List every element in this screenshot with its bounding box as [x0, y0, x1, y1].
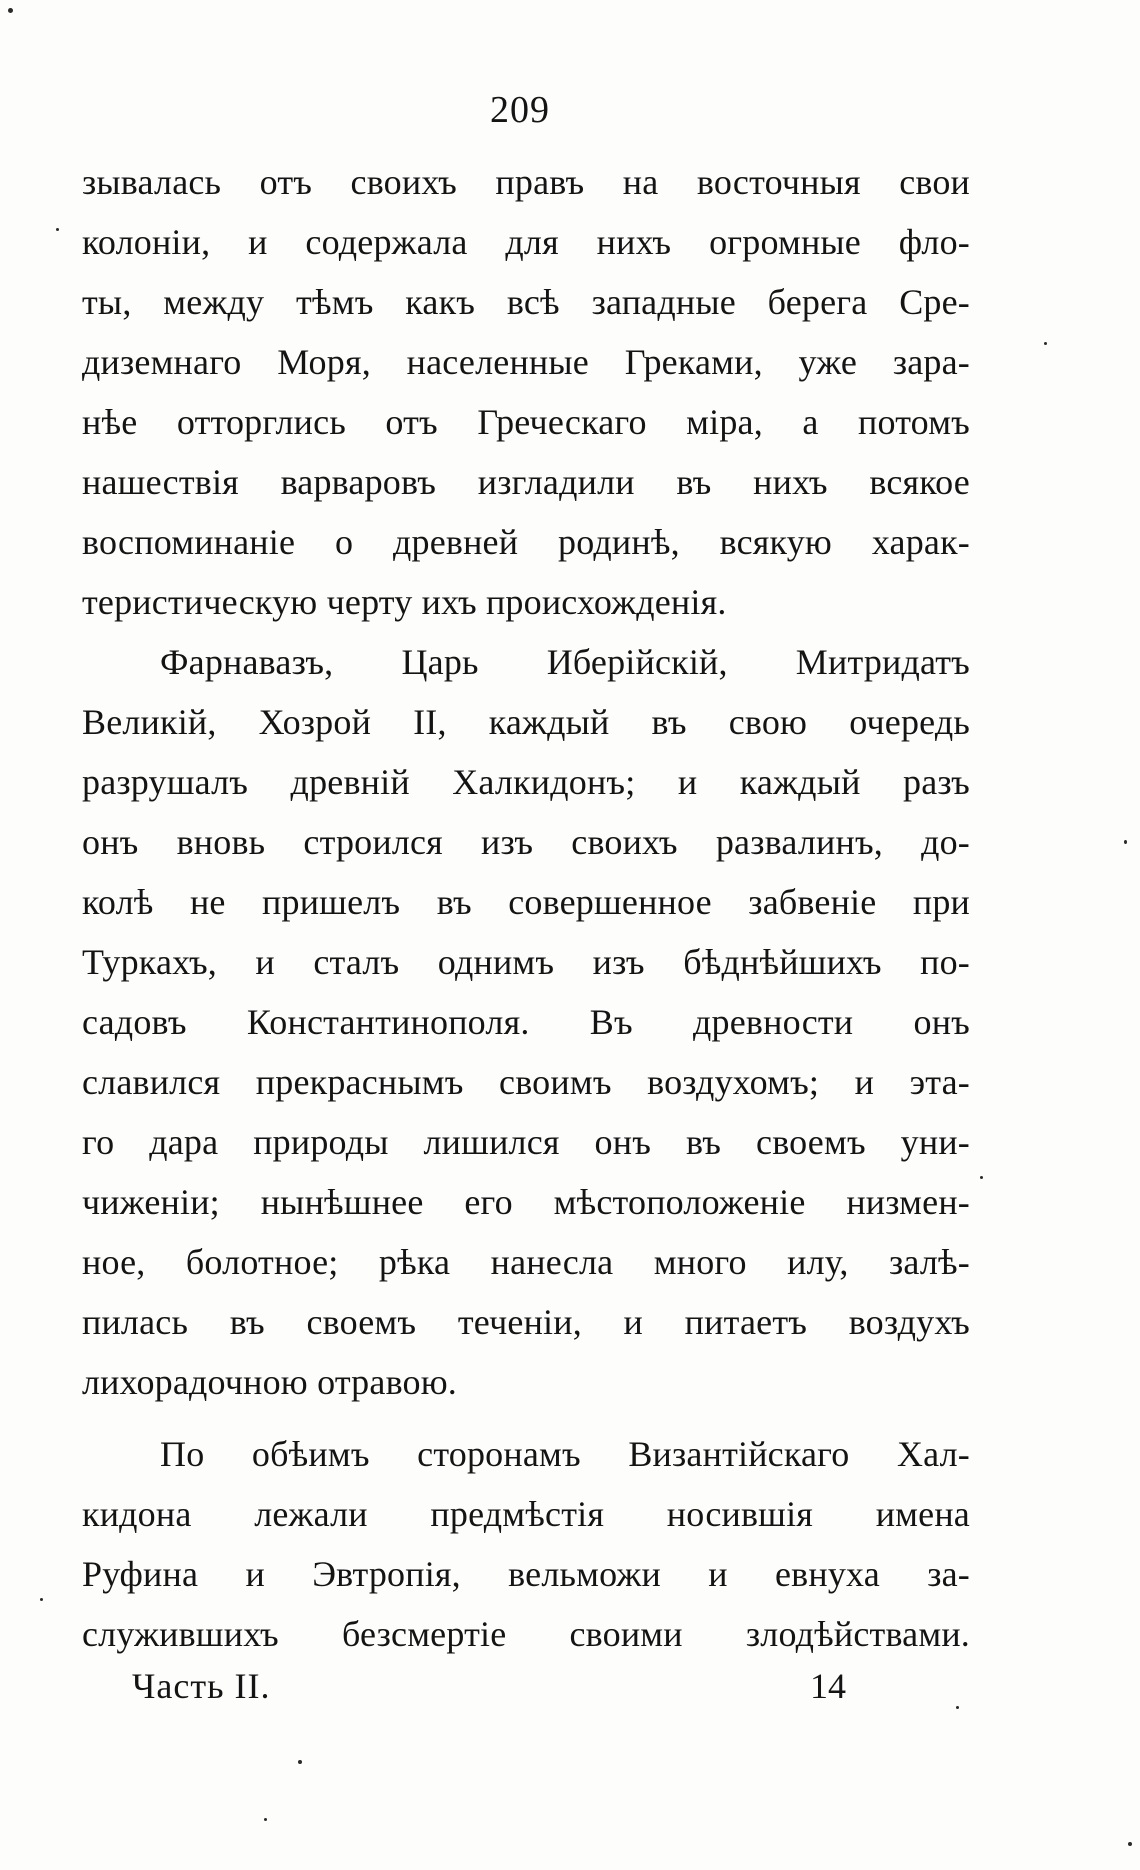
scan-speck: [1044, 342, 1047, 345]
scan-speck: [1128, 1842, 1132, 1846]
text-line: кидона лежали предмѣстія носившія имена: [82, 1494, 970, 1534]
text-line: славился прекраснымъ своимъ воздухомъ; и эта-: [82, 1062, 970, 1102]
paragraph-2: [82, 632, 970, 1412]
text-line: ное, болотное; рѣка нанесла много илу, залѣ-: [82, 1242, 970, 1282]
paragraph-3: [82, 1424, 970, 1664]
scan-speck: [1124, 840, 1127, 844]
text-line: нѣе отторглись отъ Греческаго міра, а потомъ: [82, 402, 970, 442]
text-line: разрушалъ древній Халкидонъ; и каждый разъ: [82, 762, 970, 802]
text-line: диземнаго Моря, населенные Греками, уже зара-: [82, 342, 970, 382]
text-line: лихорадочною отравою.: [82, 1362, 458, 1402]
text-line: воспоминаніе о древней родинѣ, всякую харак-: [82, 522, 970, 562]
scan-speck: [40, 1598, 43, 1601]
scan-speck: [956, 1706, 959, 1709]
scan-speck: [298, 1760, 302, 1764]
text-line: Туркахъ, и сталъ однимъ изъ бѣднѣйшихъ по-: [82, 942, 970, 982]
page-number: 209: [490, 89, 550, 131]
text-line: теристическую черту ихъ происхожденія.: [82, 582, 727, 622]
text-line: чиженіи; нынѣшнее его мѣстоположеніе низмен-: [82, 1182, 970, 1222]
text-line: колоніи, и содержала для нихъ огромные фло-: [82, 222, 970, 262]
text-line: Фарнавазъ, Царь Иберійскій, Митридатъ: [160, 642, 970, 682]
paragraph-spacer: [82, 1412, 970, 1424]
paragraph-1: [82, 152, 970, 632]
signature-mark: Часть II.: [132, 1666, 271, 1706]
text-line: го дара природы лишился онъ въ своемъ уни-: [82, 1122, 970, 1162]
text-line: Великій, Хозрой II, каждый въ свою очередь: [82, 702, 970, 742]
text-line: зывалась отъ своихъ правъ на восточныя свои: [82, 162, 970, 202]
text-line: служившихъ безсмертіе своими злодѣйствами.: [82, 1614, 970, 1654]
scan-speck: [980, 1176, 983, 1179]
text-line: колѣ не пришелъ въ совершенное забвеніе при: [82, 882, 970, 922]
text-line: садовъ Константинополя. Въ древности онъ: [82, 1002, 970, 1042]
sheet-number: 14: [810, 1666, 846, 1706]
page-footer: [0, 1665, 1140, 1725]
text-line: нашествія варваровъ изгладили въ нихъ всякое: [82, 462, 970, 502]
body-text: [82, 152, 970, 1664]
text-line: По обѣимъ сторонамъ Византійскаго Хал-: [160, 1434, 970, 1474]
scan-speck: [264, 1818, 267, 1821]
scan-speck: [8, 8, 13, 13]
text-line: Руфина и Эвтропія, вельможи и евнуха за-: [82, 1554, 970, 1594]
scan-speck: [56, 228, 59, 231]
text-line: пилась въ своемъ теченіи, и питаетъ воздухъ: [82, 1302, 970, 1342]
text-line: онъ вновь строился изъ своихъ развалинъ, до-: [82, 822, 970, 862]
text-line: ты, между тѣмъ какъ всѣ западные берега Сре-: [82, 282, 970, 322]
